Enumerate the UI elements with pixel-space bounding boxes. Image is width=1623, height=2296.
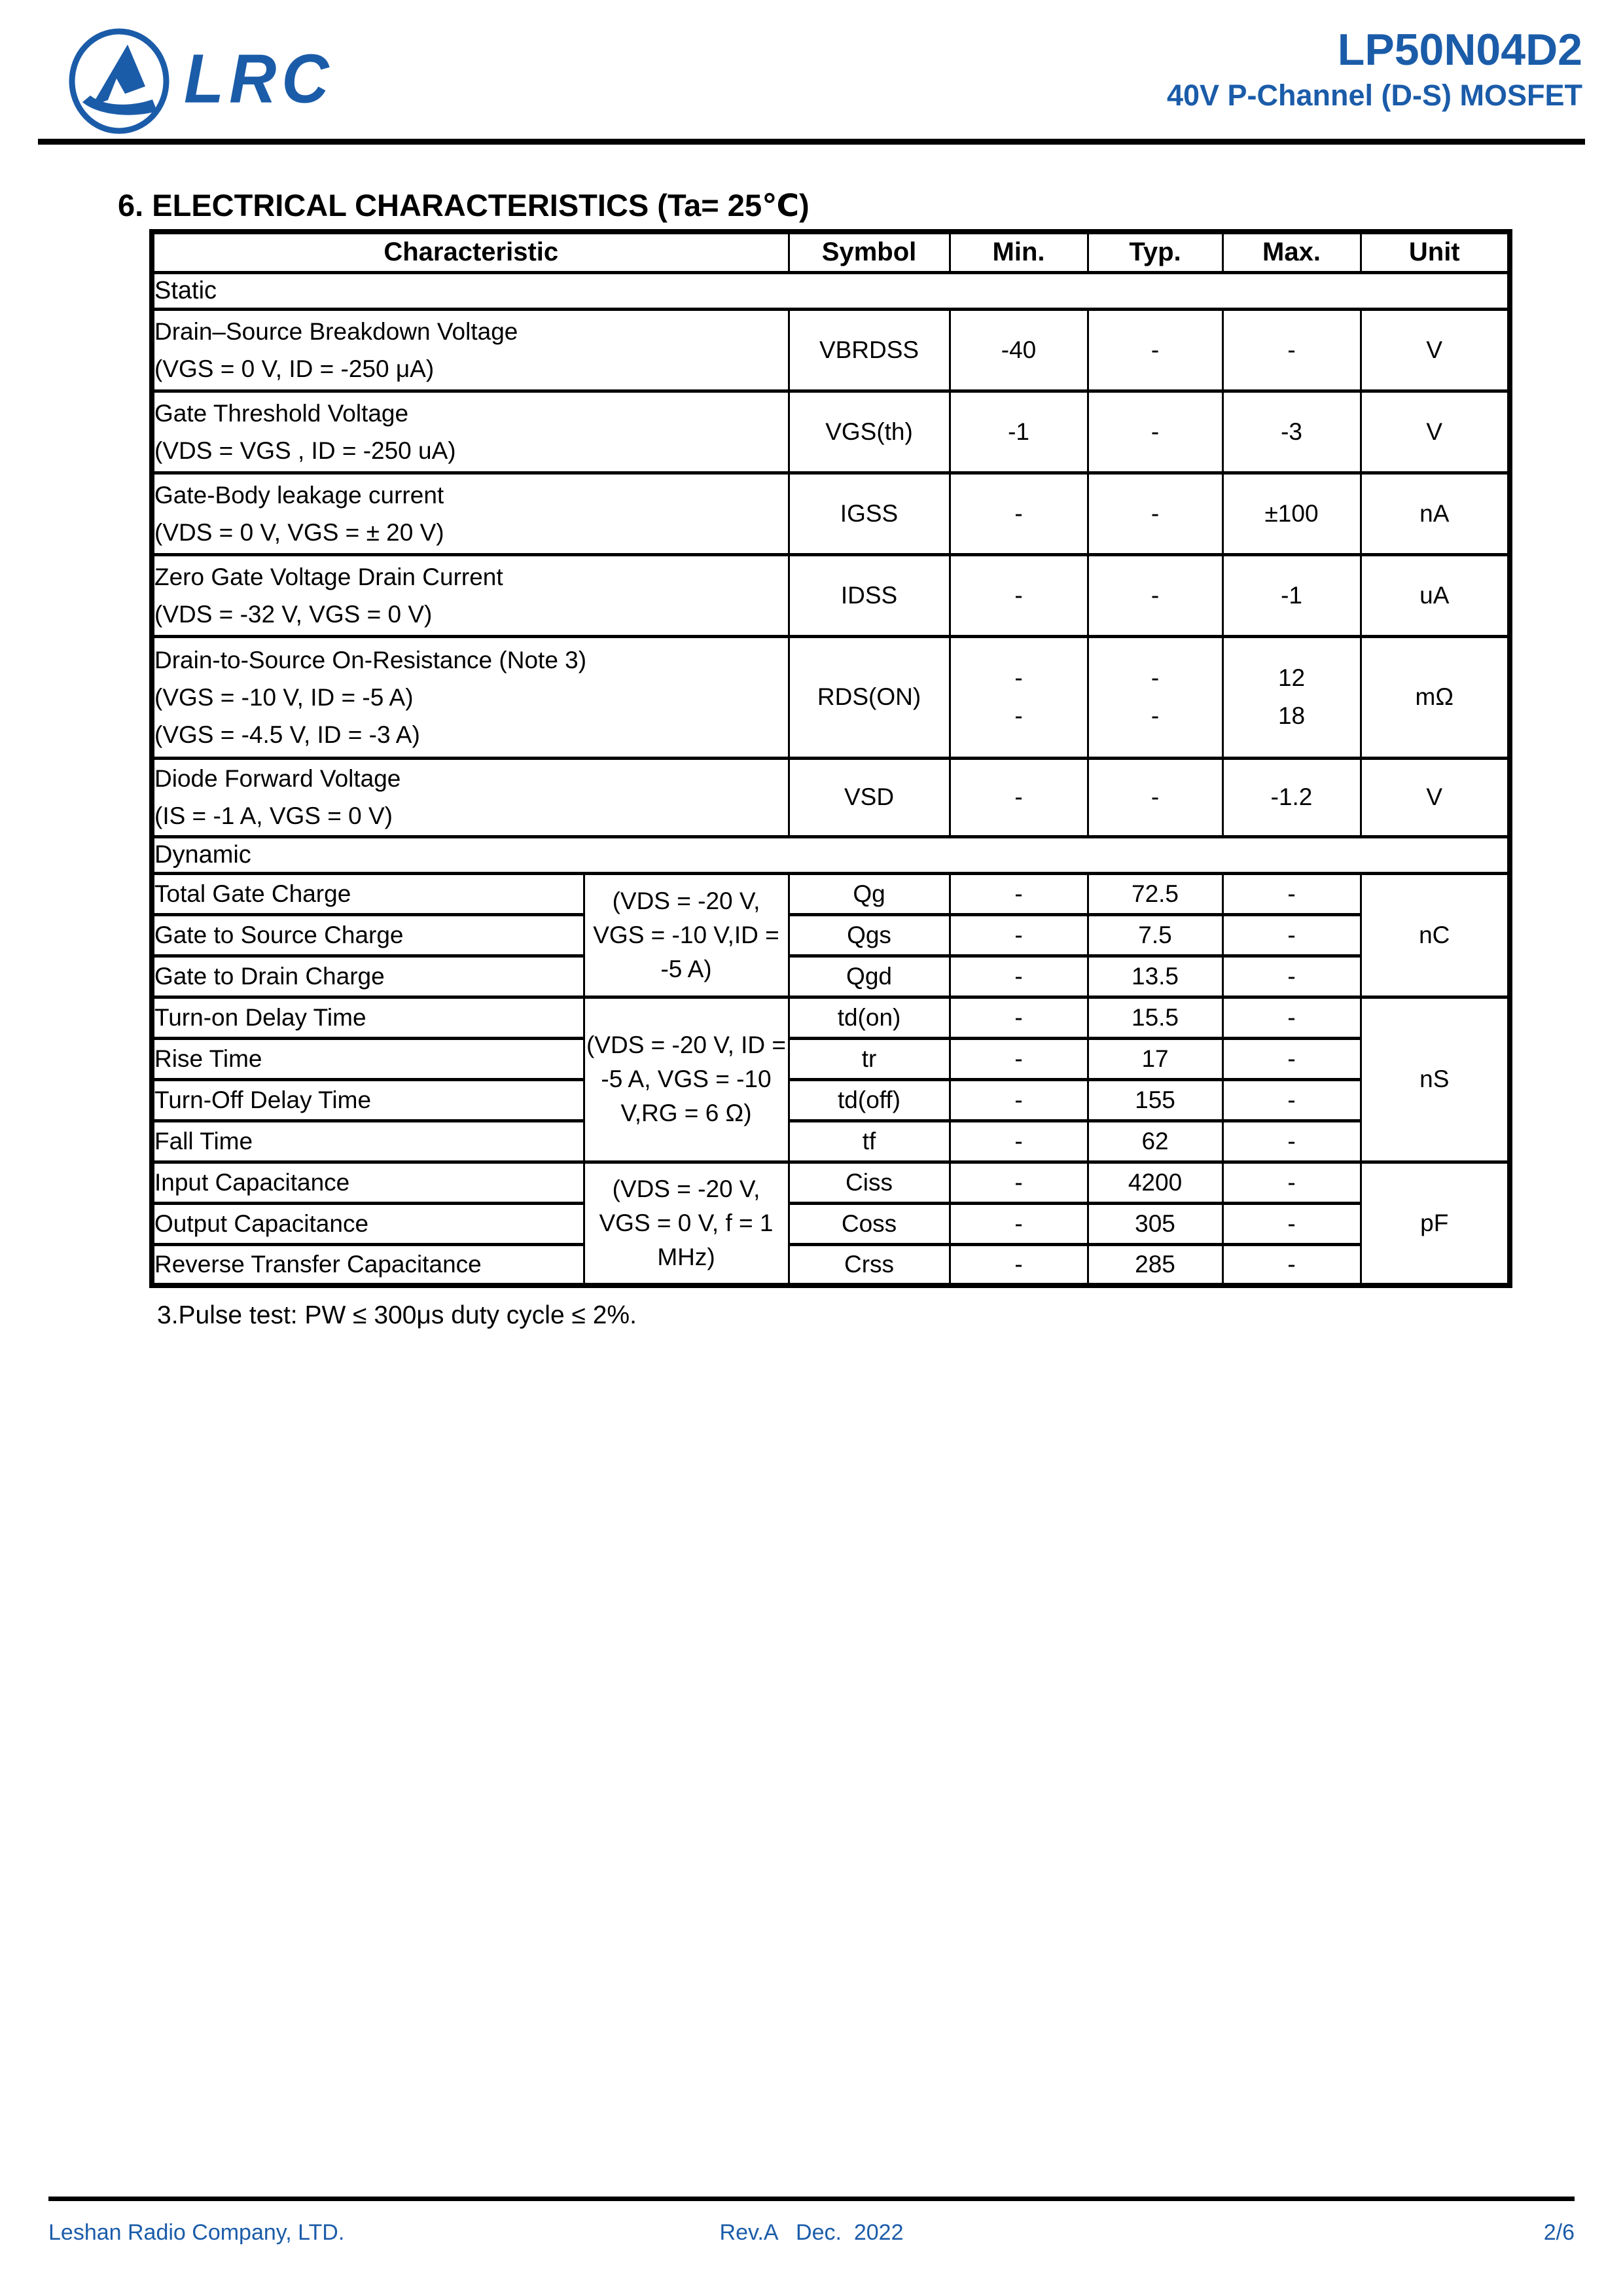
column-header-characteristic: Characteristic (152, 232, 789, 272)
footer-company: Leshan Radio Company, LTD. (48, 2220, 345, 2245)
section-row-static (152, 272, 1510, 309)
typ-cell: 15.5 (1088, 997, 1222, 1038)
pulse-test-note: 3.Pulse test: PW ≤ 300μs duty cycle ≤ 2%. (157, 1301, 637, 1329)
characteristic-condition: (VDS = 0 V, VGS = ± 20 V) (154, 518, 444, 546)
unit-cell: V (1361, 758, 1510, 836)
electrical-characteristics-table (149, 229, 1512, 1288)
typ-cell: 72.5 (1088, 873, 1222, 914)
min-cell: - (950, 1203, 1088, 1244)
characteristic-cell: Turn-on Delay Time (152, 997, 584, 1038)
min-cell: - (950, 1162, 1088, 1203)
section-title: 6. ELECTRICAL CHARACTERISTICS (Ta= 25℃) (118, 188, 810, 223)
table-row (152, 1162, 1510, 1203)
typ-cell: - (1088, 473, 1222, 554)
typ-cell: - (1088, 758, 1222, 836)
symbol-cell: Qgs (789, 914, 950, 956)
min-cell: - (950, 554, 1088, 636)
max-cell: -3 (1222, 391, 1361, 473)
typ-cell (1088, 636, 1222, 758)
min-cell: - (950, 1038, 1088, 1079)
typ-cell: 285 (1088, 1244, 1222, 1285)
unit-cell: nC (1361, 873, 1510, 997)
max-cell: - (1222, 873, 1361, 914)
max-cell: - (1222, 1162, 1361, 1203)
characteristic-name: Zero Gate Voltage Drain Current (154, 563, 503, 590)
unit-cell: nA (1361, 473, 1510, 554)
page-subtitle: 40V P-Channel (D-S) MOSFET (1166, 79, 1582, 112)
characteristic-name: Diode Forward Voltage (154, 765, 401, 792)
characteristic-name: Gate Threshold Voltage (154, 399, 409, 427)
typ-cell: - (1088, 554, 1222, 636)
characteristic-name: Gate-Body leakage current (154, 481, 444, 509)
unit-cell: uA (1361, 554, 1510, 636)
symbol-cell: Ciss (789, 1162, 950, 1203)
logo-text: LRC (184, 40, 334, 118)
unit-cell: mΩ (1361, 636, 1510, 758)
table-row (152, 873, 1510, 914)
min-cell: -40 (950, 309, 1088, 391)
table-row (152, 956, 1510, 997)
typ-cell: 155 (1088, 1079, 1222, 1121)
table-row (152, 1079, 1510, 1121)
min-cell: - (950, 1244, 1088, 1285)
characteristic-cell (152, 636, 789, 758)
min-cell (950, 636, 1088, 758)
typ-cell: 17 (1088, 1038, 1222, 1079)
symbol-cell: td(on) (789, 997, 950, 1038)
table-row (152, 997, 1510, 1038)
characteristic-condition: (VGS = 0 V, ID = -250 μA) (154, 355, 435, 382)
min-cell: - (950, 914, 1088, 956)
table-row (152, 914, 1510, 956)
page-footer (48, 2220, 1575, 2246)
characteristic-cell: Total Gate Charge (152, 873, 584, 914)
characteristic-cell: Reverse Transfer Capacitance (152, 1244, 584, 1285)
typ-cell: 62 (1088, 1121, 1222, 1162)
characteristic-condition: (VDS = -32 V, VGS = 0 V) (154, 600, 433, 628)
column-header-typ: Typ. (1088, 232, 1222, 272)
min-cell: - (950, 473, 1088, 554)
table-header-row (152, 232, 1510, 272)
characteristic-cell (152, 758, 789, 836)
unit-cell: nS (1361, 997, 1510, 1162)
section-row-dynamic (152, 836, 1510, 873)
min-value: - (1014, 664, 1023, 691)
characteristic-condition: (VGS = -4.5 V, ID = -3 A) (154, 721, 420, 748)
typ-cell: - (1088, 391, 1222, 473)
symbol-cell: IGSS (789, 473, 950, 554)
table-row-rdson (152, 636, 1510, 758)
characteristic-condition: (IS = -1 A, VGS = 0 V) (154, 802, 393, 829)
symbol-cell: VSD (789, 758, 950, 836)
characteristic-cell (152, 473, 789, 554)
table-row (152, 1121, 1510, 1162)
column-header-unit: Unit (1361, 232, 1510, 272)
min-cell: - (950, 956, 1088, 997)
typ-cell: 13.5 (1088, 956, 1222, 997)
table-row (152, 473, 1510, 554)
max-cell: -1 (1222, 554, 1361, 636)
company-logo (65, 27, 334, 135)
min-cell: - (950, 1121, 1088, 1162)
typ-cell: 7.5 (1088, 914, 1222, 956)
symbol-cell: RDS(ON) (789, 636, 950, 758)
table-row (152, 1038, 1510, 1079)
characteristic-name: Drain-to-Source On-Resistance (Note 3) (154, 646, 587, 673)
table-row (152, 391, 1510, 473)
typ-value: - (1150, 664, 1160, 691)
table-row (152, 554, 1510, 636)
symbol-cell: td(off) (789, 1079, 950, 1121)
symbol-cell: Crss (789, 1244, 950, 1285)
symbol-cell: IDSS (789, 554, 950, 636)
characteristic-cell: Input Capacitance (152, 1162, 584, 1203)
max-cell: ±100 (1222, 473, 1361, 554)
max-cell: - (1222, 914, 1361, 956)
table-row (152, 1244, 1510, 1285)
max-cell: - (1222, 997, 1361, 1038)
characteristic-cell: Fall Time (152, 1121, 584, 1162)
typ-cell: 305 (1088, 1203, 1222, 1244)
section-label: Static (152, 272, 1510, 309)
symbol-cell: VGS(th) (789, 391, 950, 473)
min-cell: - (950, 758, 1088, 836)
footer-revision: Rev.A Dec. 2022 (719, 2220, 904, 2245)
characteristic-cell: Turn-Off Delay Time (152, 1079, 584, 1121)
unit-cell: V (1361, 391, 1510, 473)
typ-cell: - (1088, 309, 1222, 391)
max-value: 12 (1277, 664, 1306, 691)
symbol-cell: Qg (789, 873, 950, 914)
characteristic-cell (152, 554, 789, 636)
min-cell: -1 (950, 391, 1088, 473)
symbol-cell: Qgd (789, 956, 950, 997)
max-cell: - (1222, 1038, 1361, 1079)
characteristic-cell: Gate to Source Charge (152, 914, 584, 956)
max-cell: - (1222, 956, 1361, 997)
title-block (1167, 24, 1582, 115)
min-cell: - (950, 1079, 1088, 1121)
max-cell (1222, 636, 1361, 758)
symbol-cell: VBRDSS (789, 309, 950, 391)
symbol-cell: tr (789, 1038, 950, 1079)
characteristic-cell: Output Capacitance (152, 1203, 584, 1244)
condition-cell: (VDS = -20 V, VGS = 0 V, f = 1 MHz) (584, 1162, 789, 1285)
lrc-logo-icon (65, 27, 173, 135)
characteristic-condition: (VGS = -10 V, ID = -5 A) (154, 683, 414, 711)
min-cell: - (950, 873, 1088, 914)
condition-cell: (VDS = -20 V, VGS = -10 V,ID = -5 A) (584, 873, 789, 997)
section-label: Dynamic (152, 836, 1510, 873)
header-divider (38, 139, 1585, 145)
min-value: - (1014, 702, 1023, 729)
max-cell: -1.2 (1222, 758, 1361, 836)
unit-cell: pF (1361, 1162, 1510, 1285)
part-number: LP50N04D2 (1337, 25, 1582, 75)
symbol-cell: tf (789, 1121, 950, 1162)
symbol-cell: Coss (789, 1203, 950, 1244)
column-header-max: Max. (1222, 232, 1361, 272)
characteristic-cell: Rise Time (152, 1038, 584, 1079)
max-cell: - (1222, 1244, 1361, 1285)
table-row (152, 309, 1510, 391)
max-cell: - (1222, 1121, 1361, 1162)
typ-value: - (1150, 702, 1160, 729)
characteristic-cell (152, 391, 789, 473)
max-cell: - (1222, 1079, 1361, 1121)
characteristic-cell (152, 309, 789, 391)
max-value: 18 (1277, 702, 1306, 729)
condition-cell: (VDS = -20 V, ID = -5 A, VGS = -10 V,RG = 6 Ω) (584, 997, 789, 1162)
unit-cell: V (1361, 309, 1510, 391)
characteristic-name: Drain–Source Breakdown Voltage (154, 317, 518, 345)
max-cell: - (1222, 309, 1361, 391)
footer-divider (48, 2197, 1575, 2201)
table-row (152, 1203, 1510, 1244)
column-header-min: Min. (950, 232, 1088, 272)
typ-cell: 4200 (1088, 1162, 1222, 1203)
footer-page-number: 2/6 (1543, 2220, 1575, 2245)
min-cell: - (950, 997, 1088, 1038)
column-header-symbol: Symbol (789, 232, 950, 272)
max-cell: - (1222, 1203, 1361, 1244)
table-row (152, 758, 1510, 836)
characteristic-condition: (VDS = VGS , ID = -250 uA) (154, 437, 456, 464)
characteristic-cell: Gate to Drain Charge (152, 956, 584, 997)
